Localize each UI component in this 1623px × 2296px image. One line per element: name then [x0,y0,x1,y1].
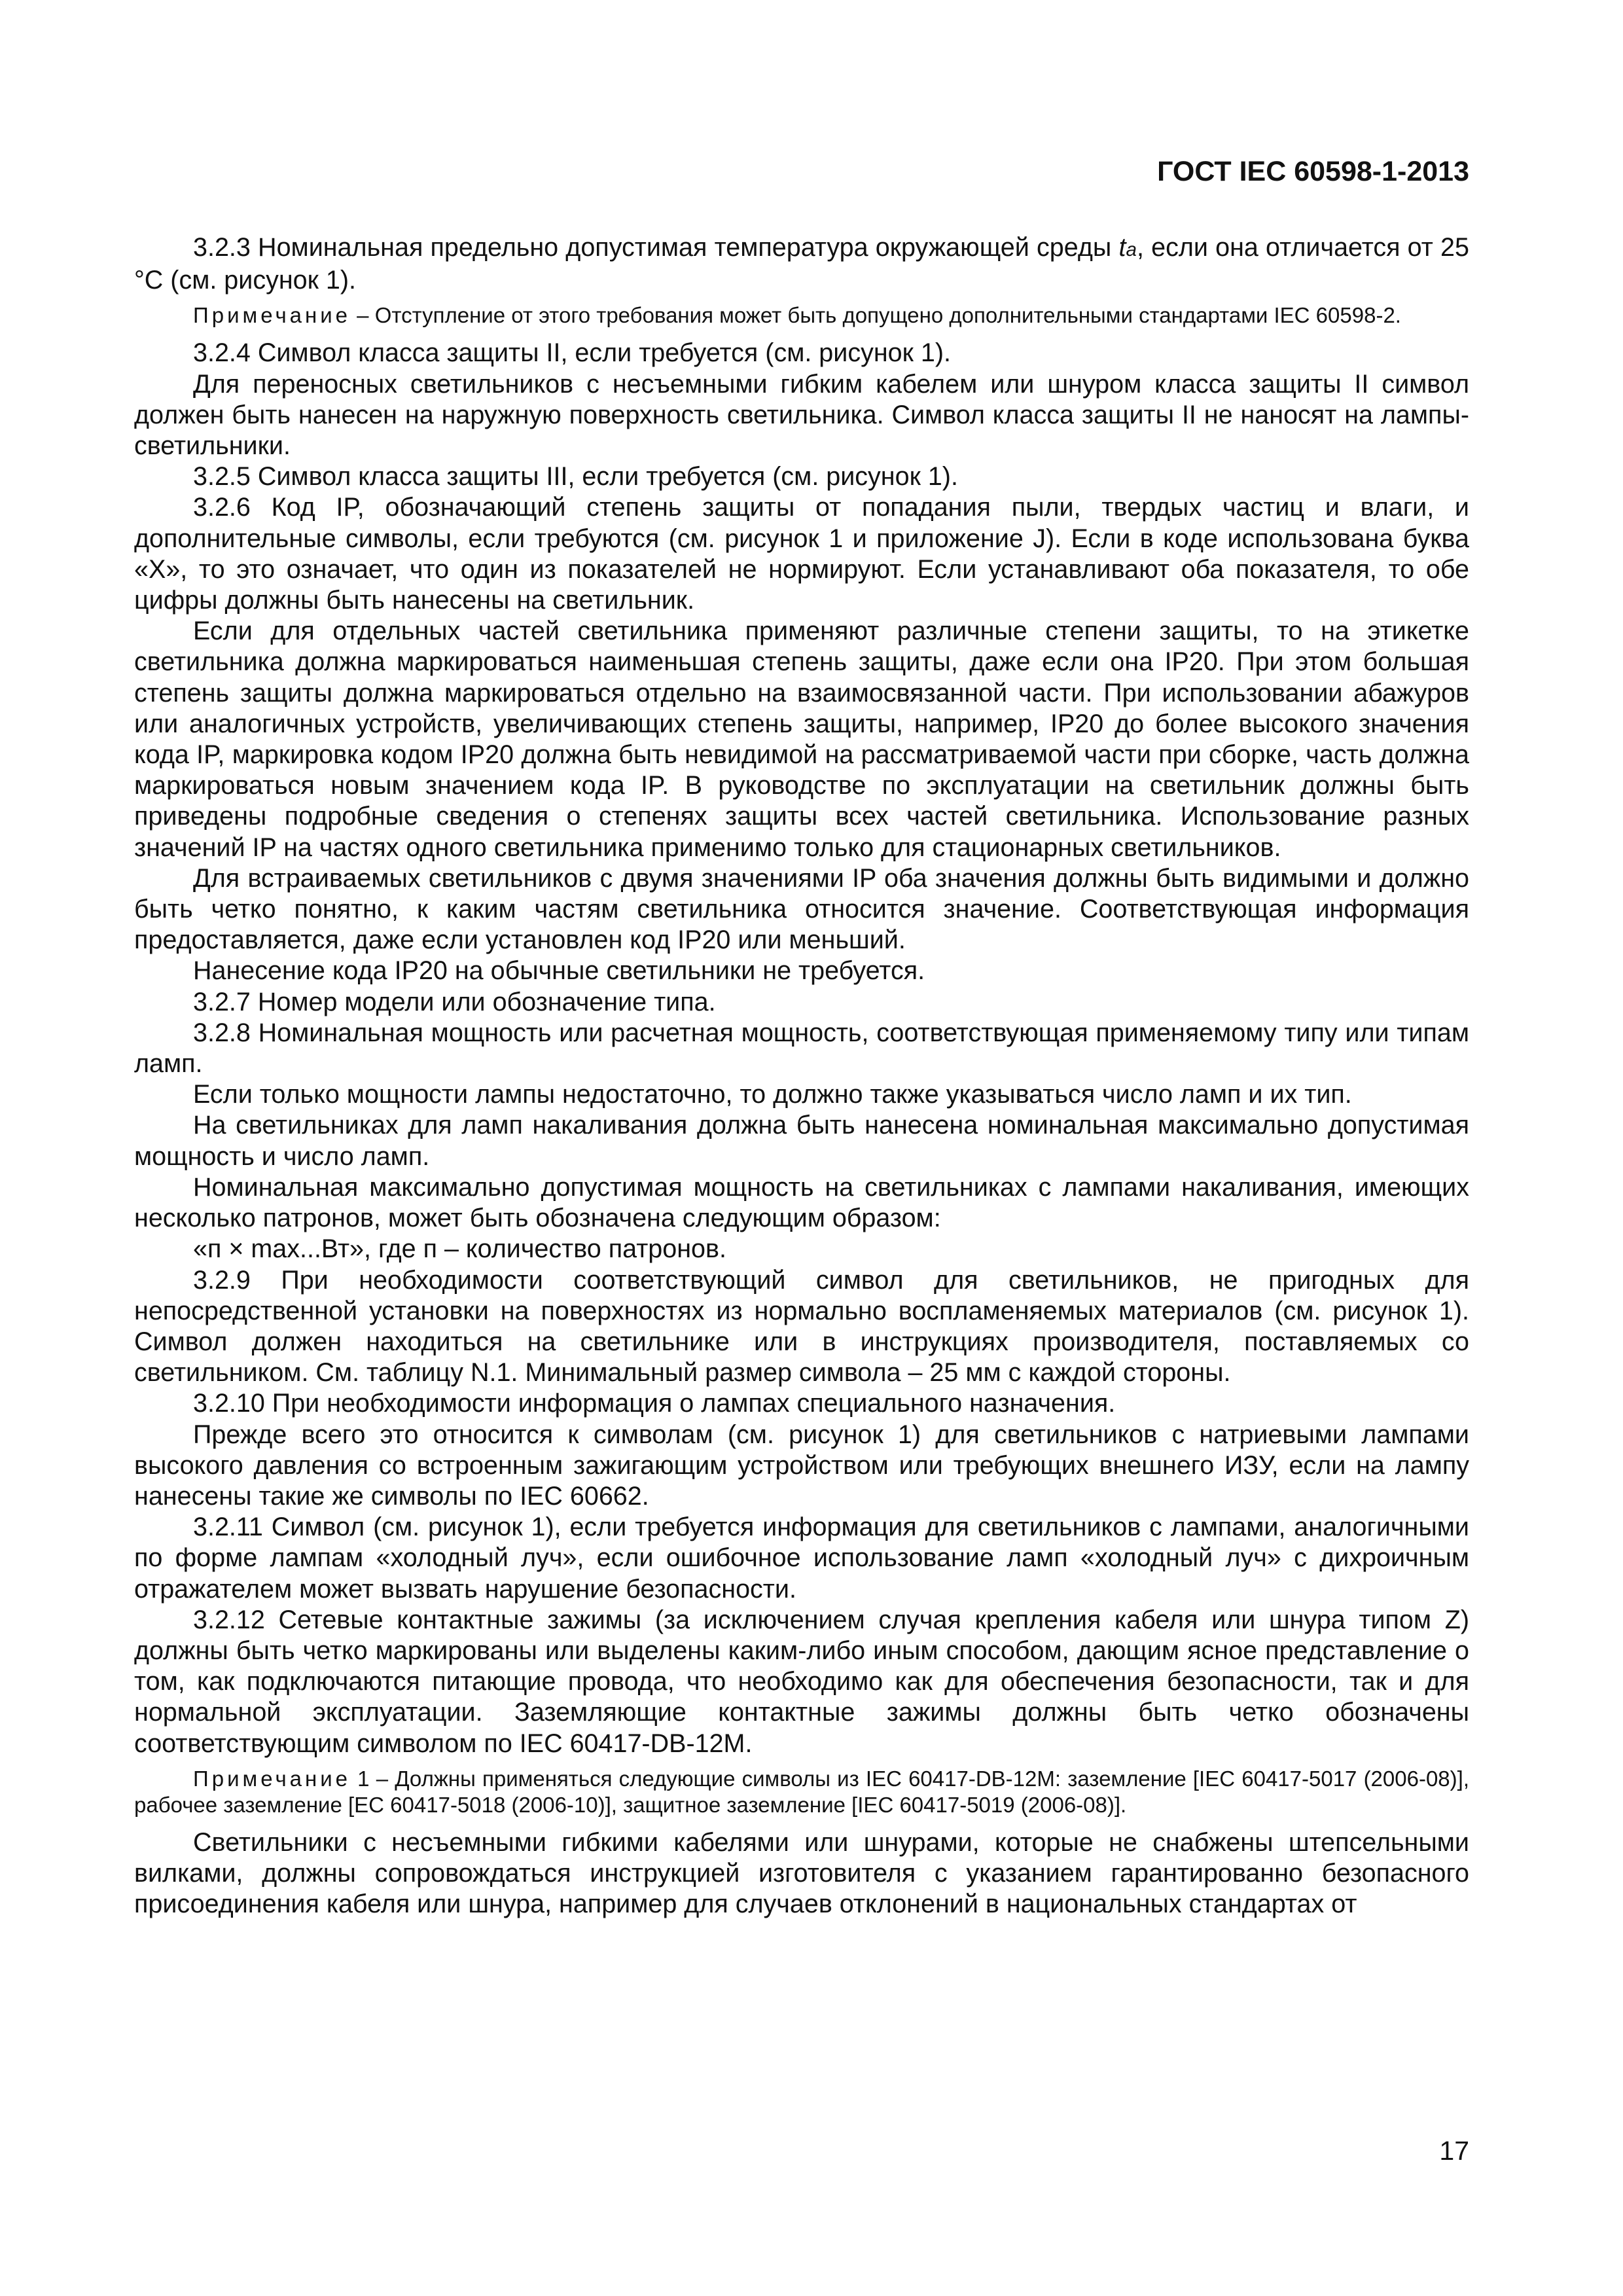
paragraph: Если только мощности лампы недостаточно, то должно также указываться число ламп и их тип. [193,1080,1352,1109]
paragraph: Светильники с несъемными гибкими кабелями или шнурами, которые не снабжены штепсельными вилками, должны сопровождаться инструкцией изготовителя с указанием гарантированно безопасного присоединения кабеля или шнура, например для случаев отклонений в национальных стандартах от [134,1827,1469,1919]
paragraph: На светильниках для ламп накаливания должна быть нанесена номинальная максимально допустимая мощность и число ламп. [134,1111,1469,1171]
paragraph: Номинальная максимально допустимая мощность на светильниках с лампами накаливания, имеющих несколько патронов, может быть обозначена следующим образом: [134,1172,1469,1233]
note-text: – Отступление от этого требования может быть допущено дополнительными стандартами IEC 60598-2. [351,303,1401,328]
page-header-title: ГОСТ IEC 60598-1-2013 [1157,156,1469,187]
paragraph: Если для отдельных частей светильника применяют различные степени защиты, то на этикетке светильника должна маркироваться наименьшая степень защиты, даже если она IP20. При этом большая степень защиты должна маркироваться отдельно на взаимосвязанной части. При использовании абажуров или аналогичных устройств, увеличивающих степень защиты, например, IP20 до более высокого значения кода IP, маркировка кодом IP20 должна быть невидимой на рассматриваемой части при сборке, часть должна маркироваться новым значением кода IP. В руководстве по эксплуатации на светильник должны быть приведены подробные сведения о степенях защиты всех частей светильника. Использование разных значений IP на частях одного светильника применимо только для стационарных светильников. [134,617,1469,862]
note-text: 1 – Должны применяться следующие символы из IEC 60417-DB-12M: заземление [IEC 60417-5017 (2006-08)], рабочее заземление [ЕС 60417-5018 (2006-10)], защитное заземление [IEC 60417-5019 (2006-08)]. [134,1766,1469,1817]
note-label: Примечание [193,303,351,328]
note-2 [134,1766,1469,1818]
paragraph: Нанесение кода IP20 на обычные светильники не требуется. [193,956,925,986]
clause-3-2-12: 3.2.12 Сетевые контактные зажимы (за исключением случая крепления кабеля или шнура типом Z) должны быть четко маркированы или выделены каким-либо иным способом, дающим ясное представление о том, как подключаются питающие провода, что необходимо как для обеспечения безопасности, так и для нормальной эксплуатации. Заземляющие контактные зажимы должны быть четко обозначены соответствующим символом по IEC 60417-DB-12M. [134,1605,1469,1758]
paragraph: Для переносных светильников с несъемными гибким кабелем или шнуром класса защиты II символ должен быть нанесен на наружную поверхность светильника. Символ класса защиты II не наносят на лампы-светильники. [134,369,1469,461]
clause-3-2-9: 3.2.9 При необходимости соответствующий символ для светильников, не пригодных для непосредственной установки на поверхностях из нормально воспламеняемых материалов (см. рисунок 1). Символ должен находиться на светильнике или в инструкциях производителя, поставляемых со светильником. См. таблицу N.1. Минимальный размер символа – 25 мм с каждой стороны. [134,1265,1469,1388]
clause-text: 3.2.3 Номинальная предельно допустимая температура окружающей среды [193,233,1119,262]
symbol-subscript-a: a [1126,239,1137,260]
clause-3-2-3 [134,232,1469,296]
clause-3-2-7: 3.2.7 Номер модели или обозначение типа. [193,987,716,1016]
document-body [134,232,1469,1920]
clause-3-2-4: 3.2.4 Символ класса защиты II, если требуется (см. рисунок 1). [193,338,951,368]
paragraph: Прежде всего это относится к символам (см. рисунок 1) для светильников с натриевыми лампами высокого давления со встроенным зажигающим устройством или требующих внешнего ИЗУ, если на лампу нанесены такие же символы по IEC 60662. [134,1420,1469,1511]
clause-3-2-6: 3.2.6 Код IP, обозначающий степень защиты от попадания пыли, твердых частиц и влаги, и дополнительные символы, если требуются (см. рисунок 1 и приложение J). Если в коде использована буква «Х», то это означает, что один из показателей не нормируют. Если устанавливают оба показателя, то обе цифры должны быть нанесены на светильник. [134,493,1469,615]
note-label: Примечание [193,1766,351,1791]
clause-text: , если она отличается от 25 °С (см. рисунок 1). [134,233,1469,295]
symbol-t: t [1118,233,1126,262]
clause-3-2-5: 3.2.5 Символ класса защиты III, если требуется (см. рисунок 1). [193,462,958,492]
clause-3-2-11: 3.2.11 Символ (см. рисунок 1), если требуется информация для светильников с лампами, аналогичными по форме лампам «холодный луч», если ошибочное использование ламп «холодный луч» с дихроичным отражателем может вызвать нарушение безопасности. [134,1513,1469,1604]
page-number: 17 [1439,2136,1469,2166]
note-1 [134,302,1469,329]
paragraph: Для встраиваемых светильников с двумя значениями IP оба значения должны быть видимыми и должно быть четко понятно, к каким частям светильника относится значение. Соответствующая информация предоставляется, даже если установлен код IP20 или меньший. [134,863,1469,955]
clause-3-2-8: 3.2.8 Номинальная мощность или расчетная мощность, соответствующая применяемому типу или типам ламп. [134,1018,1469,1079]
paragraph: «п × max...Вт», где п – количество патронов. [193,1234,726,1264]
clause-3-2-10: 3.2.10 При необходимости информация о лампах специального назначения. [193,1389,1116,1418]
